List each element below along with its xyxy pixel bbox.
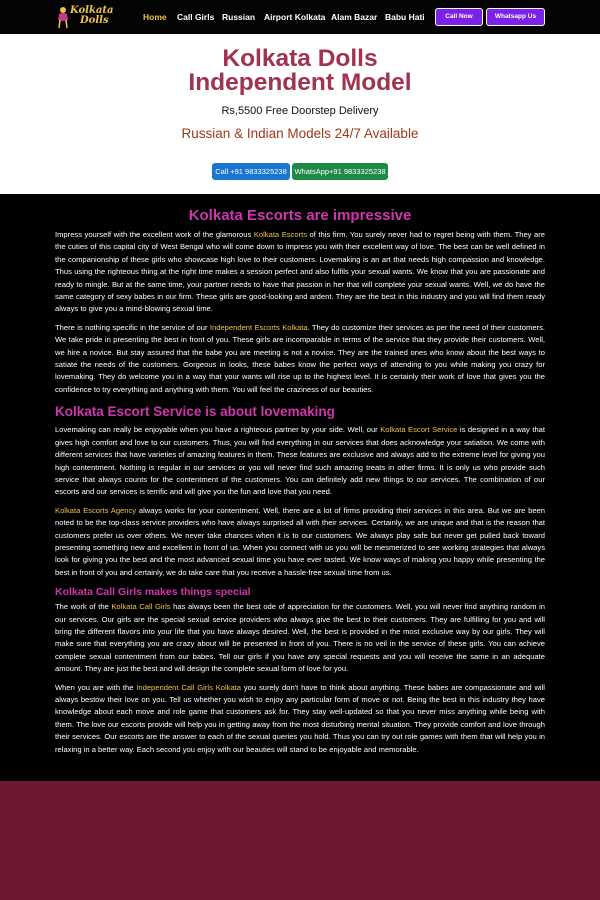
section-heading-call-girls: Kolkata Call Girls makes things special (55, 586, 251, 599)
paragraph-5 (55, 601, 545, 675)
paragraph-3-text-a: Lovemaking can really be enjoyable when you have a righteous partner by your side. Well, our (55, 425, 381, 435)
nav-link-alam-bazar[interactable]: Alam Bazar (331, 12, 378, 22)
hero-tagline: Russian & Indian Models 24/7 Available (181, 126, 419, 141)
section-heading-impressive: Kolkata Escorts are impressive (188, 207, 412, 224)
paragraph-4-text-b: always works for your contentment. Well, there are a lot of firms providing their services in this area. But we are been noted to be the top-class service providers who have always surprised all with their services. Certainly, we are unique and that is the reason that customers prefer us over others. We never take chances when it is to our customers. We always play safe but never get pulled back toward presenting something new and excellent in front of us. When you connect with us you will be mesmerized to see working strategies that always look for giving you the best and the most advanced sexual time you have ever tasted. We know ways of making you happy while presenting the best in front of you and certainly, we do take care that you receive a hassle-free sexual time from us. (55, 505, 545, 577)
whatsapp-us-button[interactable]: Whatsapp Us (486, 8, 545, 26)
link-kolkata-escorts[interactable]: Kolkata Escorts (253, 230, 308, 239)
content-body (55, 204, 545, 762)
paragraph-5-text-a: The work of the (55, 602, 112, 612)
logo-line1: Kolkata (70, 5, 114, 16)
paragraph-4 (55, 505, 545, 579)
logo-line2: Dolls (80, 15, 109, 26)
hero-title-line2: Independent Model (188, 69, 412, 96)
hero-call-button[interactable]: Call +91 9833325238 (212, 163, 290, 180)
link-kolkata-escort-service[interactable]: Kolkata Escort Service (380, 425, 458, 435)
paragraph-6-text-b: you surely don't have to think about anything. These babes are compassionate and will always bestow their love on you. Tell us whether you wish to enjoy any particular form of move or not. Being the best in this industry they have knowledge about each move and role game that customers ask for. They stay well-updated so that you never miss anything while being with them. The love our escorts provide will help you in getting away from the most disturbing mental situation. They provide comfort and love through their services. Our escorts are the answer to each of the sexual queries you hold. Thus you can try out role games with them that will help you in relaxing in a better way. Each second you enjoy with our beauties will stand to be enjoyable and memorable. (55, 682, 545, 754)
nav-link-babu-hati[interactable]: Babu Hati (385, 12, 425, 22)
paragraph-3 (55, 424, 545, 498)
paragraph-1-text-a: Impress yourself with the excellent work of the glamorous (55, 230, 254, 239)
call-now-button[interactable]: Call Now (435, 8, 483, 26)
link-independent-call-girls-kolkata[interactable]: Independent Call Girls Kolkata (136, 682, 242, 692)
nav-link-call-girls[interactable]: Call Girls (177, 12, 215, 22)
content-section (0, 194, 600, 781)
paragraph-2-text-b: . They do customize their services as per the need of their customers. We take pride in presenting the best in front of you. These girls are incomparable in terms of the service that they provide their customers. Well, we hire a novice. But stay assured that the babe you are meeting is not a novice. They are the trained ones who know about the best ways to satiate the needs of the customers. Gorgeous in looks, these babes know the perfect ways of attending to you while making you crazy for lovemaking. They do welcome you in a way that your wants will rise up to the highest level. It is certainly their work of love that gives you the confidence to try everything and anything with them. You will feel the craziness of our beauties. (55, 322, 545, 394)
nav-link-russian[interactable]: Russian (222, 12, 256, 22)
hero-whatsapp-button[interactable]: WhatsApp+91 9833325238 (292, 163, 388, 180)
nav-link-home[interactable]: Home (143, 12, 167, 22)
logo-text (70, 6, 113, 26)
link-independent-escorts-kolkata[interactable]: Independent Escorts Kolkata (209, 322, 308, 332)
link-kolkata-call-girls[interactable]: Kolkata Call Girls (111, 602, 171, 612)
hero-section (0, 34, 600, 194)
section-heading-lovemaking: Kolkata Escort Service is about lovemaking (55, 404, 335, 420)
hero-subtitle: Rs,5500 Free Doorstep Delivery (221, 105, 379, 117)
nav-link-airport-kolkata[interactable]: Airport Kolkata (264, 12, 326, 22)
paragraph-5-text-b: has always been the best ode of appreciation for the customers. Well, you will never find anything random in our services. Our girls are the special sexual service providers who always give the best to their customers. They are fulfilling for you and will bring the different flavors into your life that you have always desired. Well, the best is provided in the most exclusive way by our girls. They will make sure that everything you are crazy about will be presented in front of you. There is no veil in the service of these girls. You can achieve complete sexual contentment from our babes. Tell our girls if you have any special requests and you will receive the same in an adequate amount. They are just the best and will design the complete sexual form of love for you. (55, 602, 545, 674)
logo-figure-icon (56, 6, 70, 28)
paragraph-2-text-a: There is nothing specific in the service of our (55, 322, 210, 332)
paragraph-2 (55, 322, 545, 396)
top-nav (0, 0, 600, 34)
paragraph-6-text-a: When you are with the (55, 682, 137, 692)
paragraph-6 (55, 682, 545, 756)
site-logo[interactable] (56, 5, 114, 29)
paragraph-3-text-b: is designed in a way that gives high comfort and love to our customers. Thus, you will find everything in our services that does acknowledge your satiation. We come with different services that have varieties of amazing features in them. These features are exclusive and always add to the extreme level for giving you high contentment. Nothing is regular in our services or you will never find such amazing treats in other firms. It is only us who provide such service that always counts for the contentment of the customers. You can definitely add new things to our services. The combination of our escorts and our services is terrific and will give you the fun and love that you need. (55, 425, 545, 497)
link-kolkata-escorts-agency[interactable]: Kolkata Escorts Agency (55, 505, 137, 515)
paragraph-1 (55, 229, 545, 316)
hero-title-line1: Kolkata Dolls (222, 45, 378, 72)
footer-band (0, 781, 600, 900)
paragraph-1-text-b: of this firm. You surely never had to regret being with them. They are the cuties of this capital city of West Bengal who will come down to impress you with their excellent way of love. The best can be well defined in the companionship of these girls who showcase high love to their customers. Lovemaking is an art that needs high compassion and knowledge. Thus using the righteous thing at the right time makes a session perfect and also fulfils your sexual wants. We know that you are passionate and ready to mingle. But at the same time, your partner needs to have that passion in her that will complete your sexual wants. Well, we do have the same category of sexy babes in our firm. These girls are good-looking and ardent. They are the best in this industry and you will find them ready always to give you a mind-blowing sexual time. (55, 230, 545, 314)
